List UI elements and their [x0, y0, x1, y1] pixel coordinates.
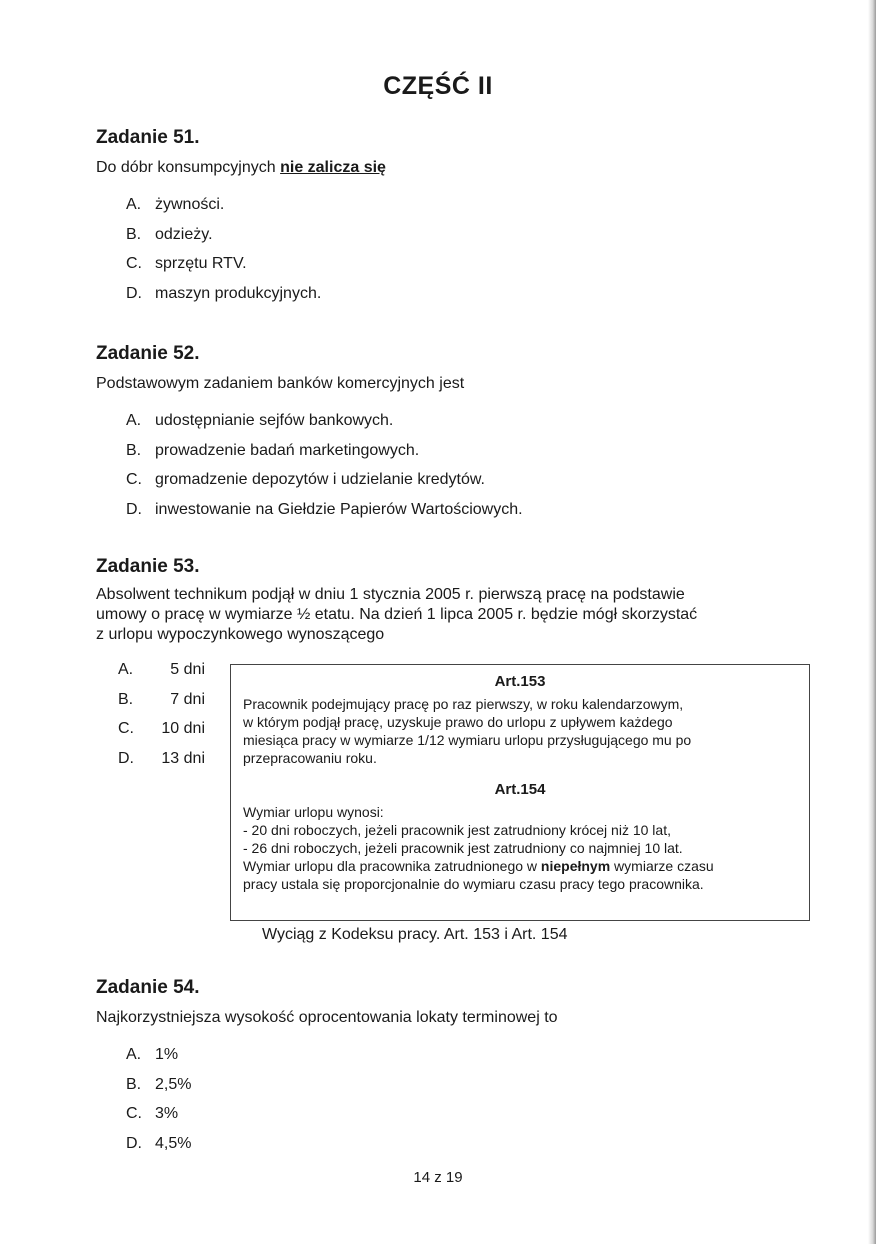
answer-option-a[interactable] [126, 411, 796, 441]
answer-options [96, 195, 796, 313]
article-line [243, 857, 797, 875]
option-text: odzieży. [155, 225, 213, 243]
article-emphasis: niepełnym [540, 858, 611, 874]
task-52 [96, 342, 796, 529]
question-line: umowy o pracę w wymiarze ½ etatu. Na dzień 1 lipca 2005 r. będzie mógł skorzystać [96, 606, 698, 623]
option-letter: D. [126, 284, 142, 302]
answer-option-c[interactable] [126, 254, 796, 284]
question-line: Absolwent technikum podjął w dniu 1 stycznia 2005 r. pierwszą pracę na podstawie [96, 586, 685, 603]
option-text: żywności. [155, 196, 225, 213]
option-letter: A. [118, 661, 134, 678]
part-title: CZĘŚĆ II [383, 72, 493, 100]
answer-option-a[interactable] [118, 660, 205, 690]
answer-option-c[interactable] [118, 719, 205, 749]
article-text: wymiarze czasu [610, 858, 714, 874]
task-title: Zadanie 52. [96, 343, 200, 364]
task-54 [96, 976, 796, 1163]
option-text: 4,5% [155, 1134, 192, 1152]
article-line: Pracownik podejmujący pracę po raz pierwszy, w roku kalendarzowym, [243, 696, 684, 712]
task-question: Podstawowym zadaniem banków komercyjnych jest [96, 375, 465, 392]
answer-option-c[interactable] [126, 470, 796, 500]
article-line: - 26 dni roboczych, jeżeli pracownik jest zatrudniony co najmniej 10 lat. [243, 840, 683, 856]
option-text: 7 dni [170, 690, 205, 708]
option-text: 2,5% [155, 1075, 192, 1093]
excerpt-caption: Wyciąg z Kodeksu pracy. Art. 153 i Art. 154 [262, 926, 568, 943]
option-text: maszyn produkcyjnych. [155, 284, 322, 302]
task-51 [96, 126, 796, 313]
option-text: sprzętu RTV. [155, 255, 247, 272]
article-line: Wymiar urlopu wynosi: [243, 804, 384, 820]
answer-option-d[interactable] [126, 284, 796, 314]
scan-edge-shadow [868, 0, 876, 1244]
answer-option-d[interactable] [126, 500, 796, 530]
option-letter: C. [126, 1105, 142, 1122]
labor-code-excerpt-box [230, 664, 810, 921]
question-line: z urlopu wypoczynkowego wynoszącego [96, 626, 385, 643]
option-letter: D. [126, 1134, 142, 1152]
article-154 [243, 781, 797, 893]
answer-option-c[interactable] [126, 1104, 796, 1134]
article-text: Wymiar urlopu dla pracownika zatrudnionego w [243, 858, 541, 874]
option-letter: D. [118, 749, 134, 767]
option-text: 5 dni [170, 661, 205, 678]
option-text: udostępnianie sejfów bankowych. [155, 412, 394, 429]
option-text: 10 dni [161, 720, 205, 737]
article-line: przepracowaniu roku. [243, 750, 377, 766]
answer-option-b[interactable] [118, 690, 205, 720]
task-title: Zadanie 53. [96, 556, 200, 577]
option-letter: B. [126, 441, 142, 459]
option-letter: B. [118, 690, 134, 708]
answer-options [96, 1045, 796, 1163]
answer-option-b[interactable] [126, 1075, 796, 1105]
answer-option-b[interactable] [126, 441, 796, 471]
question-emphasis: nie zalicza się [280, 159, 386, 176]
answer-option-a[interactable] [126, 1045, 796, 1075]
option-text: inwestowanie na Giełdzie Papierów Wartościowych. [155, 500, 523, 518]
option-letter: B. [126, 1075, 142, 1093]
task-title: Zadanie 54. [96, 977, 200, 998]
task-53 [96, 555, 796, 645]
option-letter: C. [118, 720, 134, 737]
option-text: 1% [155, 1046, 179, 1063]
task-title: Zadanie 51. [96, 127, 200, 148]
option-letter: A. [126, 196, 142, 213]
question-text: Do dóbr konsumpcyjnych [96, 159, 281, 176]
option-letter: A. [126, 1046, 142, 1063]
article-line: w którym podjął pracę, uzyskuje prawo do urlopu z upływem każdego [243, 714, 673, 730]
option-text: prowadzenie badań marketingowych. [155, 441, 420, 459]
article-153-text [243, 695, 797, 767]
page-number: 14 z 19 [413, 1169, 463, 1186]
option-letter: D. [126, 500, 142, 518]
option-text: 3% [155, 1105, 179, 1122]
article-line: pracy ustala się proporcjonalnie do wymiaru czasu pracy tego pracownika. [243, 876, 704, 892]
article-line: - 20 dni roboczych, jeżeli pracownik jest zatrudniony krócej niż 10 lat, [243, 822, 671, 838]
task-question [96, 158, 796, 177]
article-154-title: Art.154 [494, 781, 546, 798]
option-text: 13 dni [161, 749, 205, 767]
answer-option-d[interactable] [126, 1134, 796, 1164]
option-letter: B. [126, 225, 142, 243]
answer-options-53 [118, 660, 205, 778]
answer-option-b[interactable] [126, 225, 796, 255]
task-question [96, 585, 796, 645]
option-letter: C. [126, 471, 142, 488]
article-153-title: Art.153 [494, 673, 546, 690]
answer-option-a[interactable] [126, 195, 796, 225]
option-letter: A. [126, 412, 142, 429]
task-question: Najkorzystniejsza wysokość oprocentowania lokaty terminowej to [96, 1009, 558, 1026]
answer-options [96, 411, 796, 529]
option-letter: C. [126, 255, 142, 272]
option-text: gromadzenie depozytów i udzielanie kredytów. [155, 471, 485, 488]
article-line: miesiąca pracy w wymiarze 1/12 wymiaru urlopu przysługującego mu po [243, 732, 692, 748]
answer-option-d[interactable] [118, 749, 205, 779]
